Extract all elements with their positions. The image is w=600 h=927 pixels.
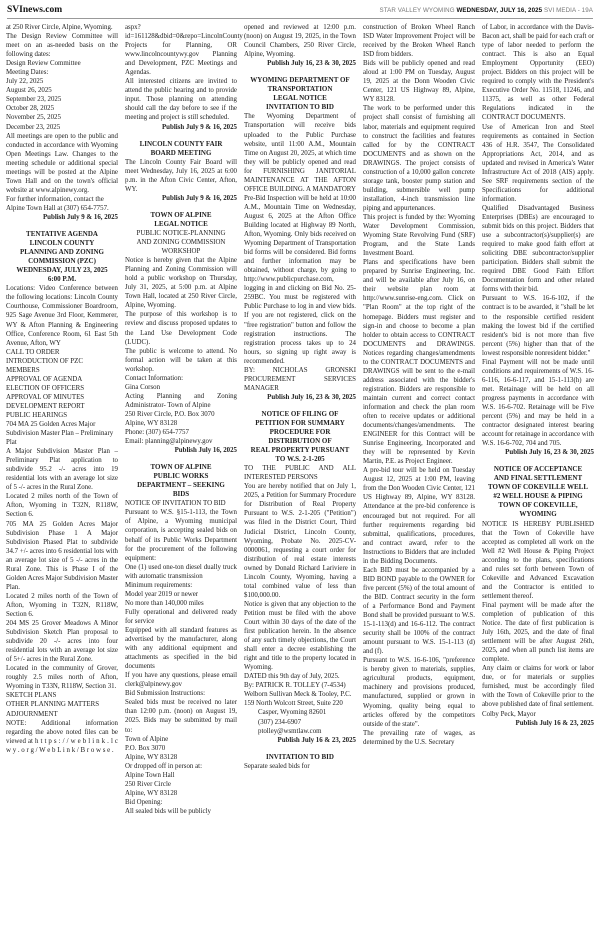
column-3 <box>244 23 356 816</box>
publish-dates: Publish July 9 & 16, 2025 <box>161 123 237 131</box>
notice-line: DATED this 9th day of July, 2025. <box>244 673 340 681</box>
column-2 <box>125 23 243 816</box>
notice-paragraph: Final payment will be made after the completion of publication of this Notice. The date of first publication is July 16th, 2025, and the date of final settlement will be after August 26th, 2025, and when all punch list items are complete. <box>482 601 594 664</box>
publish-dates: Publish July 9 & 16, 2025 <box>42 213 118 221</box>
notice-paragraph: The Wyoming Department of Transportation will receive bids uploaded to the Public Purchase website, until 11:00 A.M., Mountain Time on August 20, 2025, at which time they will be publicly opened and read for FURNISHING JANITORIAL MAINTENANCE AT THE AFTON OFFICE BUILDING. A MANDATORY Pre-Bid Inspection will be held at 10:00 A.M., Mountain Time on Wednesday, August 6, 2025 at the Afton Office Building located at Highway 89 North, Afton, Wyoming. Only bids received on Wyoming Department of Transportation bid forms will be considered. Bid forms and further information may be obtained, without charge, by going to http://www.publicpurchase.com, logging in and clicking on Bid No. 25-259BC. You must be registered with Public Purchase to log in and view bids. If you are not registered, click on the "free registration" button and follow the registration instructions. The registration process takes up to 24 hours, so signing up right away is recommended. <box>244 113 356 365</box>
notice-line: Meeting Dates: <box>6 69 49 77</box>
notice-line: APPROVAL OF AGENDA <box>6 375 83 383</box>
publish-dates: Publish July 16, 23 & 30, 2025 <box>267 393 356 401</box>
notice-line: Alpine, WY 83128 <box>125 789 178 797</box>
notice-paragraph: Bids will be publicly opened and read aloud at 1:00 PM on Tuesday, August 19, 2025 at the Donn Wooden Civic Center, 121 US Highway 89, Alpine, WY 83128. <box>363 60 475 104</box>
notice-line: 250 River Circle <box>125 780 171 788</box>
publish-dates: Publish July 16, 23 & 30, 2025 <box>267 60 356 68</box>
notice-paragraph: Pursuant to W.S. 16-6-106, "preference is hereby given to materials, supplies, agricultural products, equipment, machinery and provisions produced, manufactured, supplied or grown in Wyoming, quality being equal to articles offered by the competitors outside of the state". <box>363 657 475 728</box>
notice-line: 159 North Wolcott Street, Suite 220 <box>244 700 343 708</box>
notice-line: NOTICE OF INVITATION TO BID <box>125 500 226 508</box>
notice-paragraph: Any claim or claims for work or labor due, or for materials or supplies furnished, must be accordingly filed with the Town of Cokeville prior to the above published date of final settlement. <box>482 665 594 709</box>
notice-line: Email: planning@alpinewy.gov <box>125 438 213 446</box>
notice-line: SKETCH PLANS <box>6 692 57 700</box>
notice-line: OTHER PLANNING MATTERS <box>6 701 100 709</box>
notice-paragraph: Notice is hereby given that the Alpine Planning and Zoning Commission will hold a public workshop on Thursday, July 31, 2025, at 5:00 p.m. at Alpine Town Hall, located at 250 River Circle, Alpine, Wyoming. <box>125 257 237 310</box>
notice-heading: TOWN OF ALPINE LEGAL NOTICE <box>150 210 212 228</box>
notice-line: Model year 2019 or newer <box>125 590 199 598</box>
notice-heading: LINCOLN COUNTY FAIR BOARD MEETING <box>139 139 223 157</box>
notice-line: P.O. Box 3070 <box>125 744 166 752</box>
notice-paragraph: Qualified Disadvantaged Business Enterprises (DBEs) are encouraged to submit bids on this project. Bidders that use a subcontractor(s)/supplier(s) are required to make good faith effort at soliciting DBE subcontractor/supplier participation. Bidders shall submit the required DBE Good Faith Effort Documentation form and other related forms with their bid. <box>482 204 594 294</box>
notice-paragraph: Each BID must be accompanied by a BID BOND payable to the OWNER for five percent (5%) of the total amount of the BID. Contract security in the form of a Performance Bond and Payment Bond shall be provided pursuant to W.S. 15-1-113(d) and 16-6-112. The contract security shall be 100% of the contract amount pursuant to W.S. 15-1-113 (d) and (f). <box>363 566 475 656</box>
notice-paragraph: Notice is given that any objection to the Petition must be filed with the above Court within 30 days of the date of the first publication herein. In the absence of any such timely objections, the Court shall enter a decree establishing the right and title to the property located in Wyoming. <box>244 600 356 672</box>
notice-paragraph: Fully operational and delivered ready for service <box>125 608 237 625</box>
notice-line: Contact Information: <box>125 374 183 382</box>
notice-paragraph: NOTE: Additional information regarding the above noted files can be viewed at h t t p s : / / w e b l i n k . l c w y . o r g / W e b L i n k / B r o w s e . <box>6 719 118 754</box>
notice-line: ptolley@wsmtlaw.com <box>258 727 322 735</box>
notice-line: No more than 140,000 miles <box>125 599 204 607</box>
notice-line: DEVELOPMENT REPORT <box>6 402 85 410</box>
notice-paragraph: Final Payment will not be made until conditions and requirements of W.S. 16-6-116, 16-6-117, and 15-1-113(h) are met. Retainage will be held on all progress payments in accordance with W.S. 16-6-702. Retainage will be Five percent (5%) and may be held in a contractor designated interest bearing account for retainage in accordance with W.S. 16-6-702, 704 and 705. <box>482 358 594 448</box>
notice-paragraph: opened and reviewed at 12:00 p.m. (noon) on August 19, 2025, in the Town Council Chambers, 250 River Circle, Alpine, Wyoming. <box>244 24 356 59</box>
notice-line: Casper, Wyoming 82601 <box>258 709 327 717</box>
notice-line: Alpine, WY 83128 <box>125 419 178 427</box>
notice-paragraph: Locations: Video Conference between the following locations: Lincoln County Courthouse, Commissioner Boardroom, 925 Sage Avenue 3rd Floor, Kemmerer, WY & Afton Planning & Engineering Office, Conference Room, 61 East 5th Avenue, Afton, WY <box>6 285 118 347</box>
notice-paragraph: BY: NICHOLAS GRONSKI PROCUREMENT SERVICES MANAGER <box>244 366 356 392</box>
notice-paragraph: One (1) used one-ton diesel dually truck with automatic transmission <box>125 563 237 580</box>
legal-notices-columns <box>6 23 594 816</box>
notice-line: Alpine Town Hall <box>125 771 175 779</box>
paper-name: STAR VALLEY WYOMING <box>379 7 455 14</box>
notice-line: Welborn Sullivan Meck & Tooley, P.C. <box>244 691 352 699</box>
page-number: SVI MEDIA - 19A <box>544 7 593 14</box>
publish-dates: Publish July 16, 2025 <box>174 447 237 455</box>
notice-paragraph: Plans and specifications have been prepared by Sunrise Engineering, Inc. and will be available after July 16, on their website plan room at http://www.sunrise-eng.com. Click on "Plan Room" at the top right of the homepage. Bidders must register and sign-in and choose to become a plan holder to obtain access to CONTRACT DOCUMENTS and DRAWINGS. Notices regarding changes/amendments to the CONTRACT DOCUMENTS and DRAWINGS will be sent to the e-mail address associated with the bidder's registration. Bidders are responsible to maintain current and correct contact information and check the plan room often to receive updates or additional documents/changes/amendments. The ENGINEER for this Contract will be Sunrise Engineering, Incorporated and they will be represented by Kevin Martin, P.E. as Project Engineer. <box>363 259 475 466</box>
notice-paragraph: Equipped with all standard features as advertised by the manufacturer, along with any additional equipment and attachments as specified in the bid documents <box>125 627 237 671</box>
notice-line: By: PATRICK R. TOLLEY (7-4534) <box>244 682 346 690</box>
notice-paragraph: of Labor, in accordance with the Davis-Bacon act, shall be paid for each craft or type of labor needed to perform the contract. This is also an Equal Employment Opportunity (EEO) project. Bidders on this project will be required to comply with the President's Executive Order No. 11518, 11246, and 11375, as well as other Federal Regulations indicated in the CONTRACT DOCUMENTS. <box>482 24 594 122</box>
masthead <box>7 4 593 19</box>
notice-paragraph: Sealed bids must be received no later than 12:00 p.m. (noon) on August 19, 2025. Bids may be submitted by mail to: <box>125 699 237 734</box>
notice-line: 250 River Circle, P.O. Box 3070 <box>125 410 215 418</box>
notice-line: Alpine, WY 83128 <box>125 753 178 761</box>
notice-paragraph: All interested citizens are invited to attend the public hearing and to provide input. Those planning on attending should call the day before to see if the meeting and project is still scheduled. <box>125 78 237 122</box>
notice-line: ADJOURNMENT <box>6 710 58 718</box>
column-5 <box>482 23 594 816</box>
notice-line: INTRODUCTION OF PZC MEMBERS <box>6 357 83 374</box>
notice-line: Design Review Committee <box>6 60 81 68</box>
notice-line: July 22, 2025 <box>6 78 44 86</box>
notice-paragraph: A Major Subdivision Master Plan – Preliminary Plat application to subdivide 95.2 -/- acres into 19 residential lots with an average lot size of 5 -/- acres in the Rural Zone. <box>6 448 118 492</box>
notice-paragraph: The purpose of this workshop is to review and discuss proposed updates to the Land Use Development Code (LUDC). <box>125 311 237 346</box>
notice-line: Phone: (307) 654-7757 <box>125 429 189 437</box>
notice-line: November 25, 2025 <box>6 114 61 122</box>
notice-paragraph: TO THE PUBLIC AND ALL INTERESTED PERSONS <box>244 465 356 482</box>
notice-line: August 26, 2025 <box>6 87 52 95</box>
notice-line: Colby Peck, Mayor <box>482 710 536 718</box>
publish-dates: Publish July 16 & 23, 2025 <box>515 719 594 727</box>
notice-paragraph: The Design Review Committee will meet on an as-needed basis on the following dates: <box>6 33 118 59</box>
page-strip <box>379 7 593 14</box>
notice-paragraph: All sealed bids will be publicly <box>125 807 211 815</box>
notice-line: (307) 234-6907 <box>258 718 302 726</box>
publish-dates: Publish July 16 & 23, 2025 <box>277 736 356 744</box>
notice-line: ELECTION OF OFFICERS <box>6 384 85 392</box>
notice-heading: NOTICE OF FILING OF PETITION FOR SUMMARY PROCEDURE FOR DISTRIBUTION OF REAL PROPERTY PURSUANT TO W.S. 2-1-205 <box>250 409 350 464</box>
notice-paragraph: The prevailing rate of wages, as determined by the U.S. Secretary <box>363 729 475 746</box>
notice-heading: TOWN OF ALPINE PUBLIC WORKS DEPARTMENT – SEEKING BIDS <box>137 463 225 499</box>
notice-line: Gina Corson <box>125 383 161 391</box>
notice-paragraph: aspx?id=161128&dbid=0&repo=LincolnCounty Projects for Planning, OR www.lincolncountywy.gov Planning and Development, PZC Meetings and Agendas. <box>125 24 243 77</box>
notice-heading: TENTATIVE AGENDA LINCOLN COUNTY PLANNING AND ZONING COMMISSION (PZC) WEDNESDAY, JULY 23, 2025 6:00 P.M. <box>16 230 108 284</box>
notice-paragraph: All meetings are open to the public and conducted in accordance with Wyoming Open Meetings Law. Changes to the meeting schedule or additional special meetings will be posted at the Alpine Town Hall and on the town's official website at www.alpinewy.org. <box>6 132 118 194</box>
notice-paragraph: 705 MA 25 Golden Acres Major Subdivision Phase 1 A Major Subdivision Phased Plat to subdivide 34.7 +/- acres into 6 residential lots with an average lot size of 5 -/- acres in the Rural Zone. This is Phase I of the Golden Acres Major Subdivision Master Plan. <box>6 520 118 591</box>
notice-paragraph: Located 2 miles north of the Town of Afton, Wyoming in T32N, R118W, Section 6. <box>6 592 118 618</box>
notice-line: Town of Alpine <box>125 735 169 743</box>
notice-paragraph: If you have any questions, please email clerk@alpinewy.gov <box>125 672 237 689</box>
notice-heading: INVITATION TO BID <box>266 752 334 761</box>
notice-line: CALL TO ORDER <box>6 348 60 356</box>
notice-paragraph: Located 2 miles north of the Town of Afton, Wyoming in T32N, R118W, Section 6. <box>6 493 118 519</box>
notice-paragraph: The Lincoln County Fair Board will meet Wednesday, July 16, 2025 at 6:00 p.m. in the Afton Civic Center, Afton, WY. <box>125 158 237 193</box>
notice-line: Or dropped off in person at: <box>125 762 202 770</box>
notice-line: September 23, 2025 <box>6 96 62 104</box>
notice-paragraph: The work to be performed under this project shall consist of furnishing all labor, materials and equipment required to construct the facilities and features called for by the CONTRACT DOCUMENTS and as shown on the DRAWINGS. The project consists of construction of a 10,000 gallon concrete storage tank, booster pump station and building, submersible well pump installation, 4-inch transmission line piping and appurtenances. <box>363 105 475 212</box>
notice-paragraph: The public is welcome to attend. No formal action will be taken at this workshop. <box>125 347 237 373</box>
notice-paragraph: NOTICE IS HEREBY PUBLISHED that the Town of Cokeville have accepted as completed all work on the Well #2 Well House & Piping Project according to the plans, specifications and rules set forth between Town of Cokeville and Advanced Excavation and the Contractor is entitled to settlement thereof. <box>482 520 594 600</box>
column-1 <box>6 23 118 816</box>
site-name: SVInews.com <box>7 5 63 15</box>
notice-line: Bid Opening: <box>125 798 163 806</box>
notice-heading: NOTICE OF ACCEPTANCE AND FINAL SETTLEMENT TOWN OF COKEVILLE WELL #2 WELL HOUSE & PIPING TOWN OF COKEVILLE, WYOMING <box>487 465 589 519</box>
notice-line: Minimum requirements: <box>125 581 193 589</box>
notice-paragraph: A pre-bid tour will be held on Tuesday August 12, 2025 at 1:00 PM, leaving from the Don Wooden Civic Center, 121 US Highway 89, Alpine, WY 83128. Attendance at the pre-bid conference is encouraged but not required. For all further requirements regarding bid submittal, qualifications, procedures, and contract award, refer to the Instructions to Bidders that are included in the Bidding Documents. <box>363 467 475 565</box>
notice-subheading: PUBLIC NOTICE-PLANNING AND ZONING COMMISSION WORKSHOP <box>136 229 226 256</box>
notice-heading: WYOMING DEPARTMENT OF TRANSPORTATION LEGAL NOTICE INVITATION TO BID <box>250 76 350 112</box>
notice-paragraph: This project is funded by the: Wyoming Water Development Commission, Wyoming State Revolving Fund (SRF) Program, and the State Lands Investment Board. <box>363 213 475 258</box>
notice-paragraph: You are hereby notified that on July 1, 2025, a Petition for Summary Procedure for Distribution of Real Property Pursuant to W.S. 2-1-205 ("Petition") was filed in the District Court, Third Judicial District, Lincoln County, Wyoming, Probate No. 2025-CV-0000061, requesting a court order for distribution of real estate interests owned by Donald Richard Lariviere in Lincoln County, Wyoming, having a total combined value of less than $100,000.00. <box>244 483 356 599</box>
notice-paragraph: Separate sealed bids for <box>244 762 310 770</box>
notice-line: PUBLIC HEARINGS <box>6 411 68 419</box>
notice-line: 704 MA 25 Golden Acres Major Subdivision Master Plan – Preliminary Plat <box>6 421 114 447</box>
notice-paragraph: Use of American Iron and Steel requirements as contained in Section 436 of H.R. 3547, The Consolidated Appropriations Act, 2014, and as updated and revised in America's Water Infrastructure Act of 2018 (AIS) apply. See SRF requirements section of the Specifications for additional information. <box>482 123 594 203</box>
issue-date: WEDNESDAY, JULY 16, 2025 <box>456 7 543 14</box>
notice-paragraph: Pursuant to W.S. 16-6-102, if the contract is to be awarded, it "shall be let to the responsible certified resident making the lowest bid if the certified resident's bid is not more than five percent (5%) higher than that of the lowest responsible nonresident bidder." <box>482 295 594 357</box>
notice-line: December 23, 2025 <box>6 123 61 131</box>
notice-line: October 28, 2025 <box>6 105 55 113</box>
notice-line: APPROVAL OF MINUTES <box>6 393 85 401</box>
notice-paragraph: Located in the community of Grover, roughly 2.5 miles north of Afton, Wyoming in T33N, R118W, Section 31. <box>6 665 118 691</box>
notice-line: For further information, contact the Alpine Town Hall at (307) 654-7757. <box>6 195 109 212</box>
notice-line: Bid Submission Instructions: <box>125 690 206 698</box>
column-4 <box>363 23 475 816</box>
notice-paragraph: 204 MS 25 Grover Meadows A Minor Subdivision Sketch Plan proposal to subdivide 20 -/- acres into four residential lots with an average lot size of 5+/- acres in the Rural Zone. <box>6 620 118 664</box>
notice-paragraph: at 250 River Circle, Alpine, Wyoming. <box>6 24 113 31</box>
publish-dates: Publish July 16, 23 & 30, 2025 <box>505 449 594 457</box>
notice-paragraph: Pursuant to W.S. §15-1-113, the Town of Alpine, a Wyoming municipal corporation, is accepting sealed bids on behalf of its Public Works Department for the procurement of the following equipment: <box>125 509 237 562</box>
notice-paragraph: construction of Broken Wheel Ranch ISD Water Improvement Project will be received by the Broken Wheel Ranch ISD from bidders. <box>363 24 475 59</box>
publish-dates: Publish July 9 & 16, 2025 <box>161 194 237 202</box>
notice-paragraph: Acting Planning and Zoning Administrator- Town of Alpine <box>125 392 237 409</box>
